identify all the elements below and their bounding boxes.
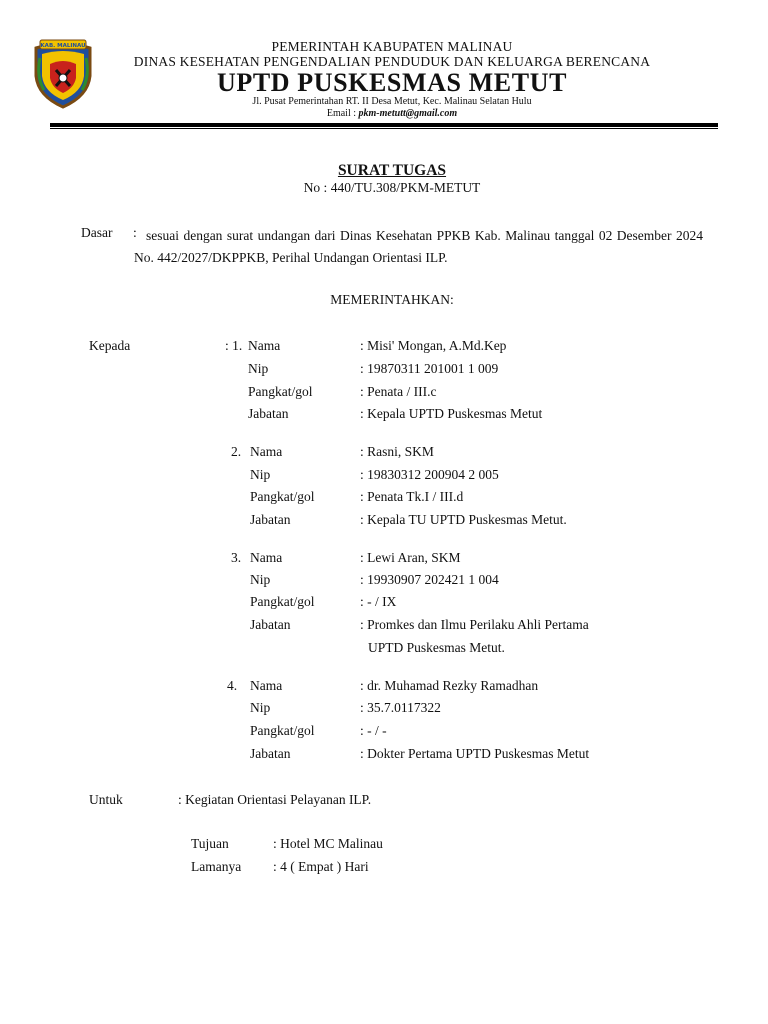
logo-banner-text: KAB. MALINAU (40, 43, 86, 49)
person-4-nama-label: Nama (250, 678, 283, 693)
dasar-colon: : (133, 225, 137, 240)
person-3-number: 3. (231, 550, 242, 565)
person-1-nama-label: Nama (248, 338, 281, 353)
person-3-nip: : 19930907 202421 1 004 (360, 572, 499, 587)
letterhead-rule-thin (50, 128, 718, 129)
person-2-gol-label: Pangkat/gol (250, 489, 315, 504)
person-1-gol: : Penata / III.c (360, 384, 437, 399)
person-2-nip: : 19830312 200904 2 005 (360, 467, 499, 482)
government-line: PEMERINTAH KABUPATEN MALINAU (271, 39, 513, 54)
address-line: Jl. Pusat Pemerintahan RT. II Desa Metut, Kec. Malinau Selatan Hulu (252, 96, 532, 107)
person-4-gol-label: Pangkat/gol (250, 723, 315, 738)
person-2-nip-label: Nip (250, 467, 271, 482)
person-3-gol: : - / IX (360, 594, 397, 609)
person-4-jabatan: : Dokter Pertama UPTD Puskesmas Metut (360, 746, 590, 761)
person-4-jabatan-label: Jabatan (250, 746, 291, 761)
lamanya-label: Lamanya (191, 859, 242, 874)
person-4-nip: : 35.7.0117322 (360, 700, 441, 715)
untuk-text: : Kegiatan Orientasi Pelayanan ILP. (178, 792, 372, 807)
person-3-nama: : Lewi Aran, SKM (360, 550, 461, 565)
person-3-jabatan-label: Jabatan (250, 617, 291, 632)
person-4-nip-label: Nip (250, 700, 271, 715)
person-3-nip-label: Nip (250, 572, 271, 587)
person-2-gol: : Penata Tk.I / III.d (360, 489, 464, 504)
department-line: DINAS KESEHATAN PENGENDALIAN PENDUDUK DAN KELUARGA BERENCANA (133, 54, 651, 69)
person-2-nama-label: Nama (250, 444, 283, 459)
person-4-number: 4. (227, 678, 238, 693)
person-1-jabatan: : Kepala UPTD Puskesmas Metut (360, 406, 543, 421)
person-3-jabatan-continued: UPTD Puskesmas Metut. (368, 640, 505, 655)
document-title (90, 162, 694, 180)
kepada-label: Kepada (89, 338, 131, 353)
command-heading: MEMERINTAHKAN: (330, 292, 454, 307)
person-1-nip-label: Nip (248, 361, 269, 376)
email-address: pkm-metutt@gmail.com (358, 108, 458, 119)
dasar-label: Dasar (81, 225, 113, 240)
person-2-jabatan-label: Jabatan (250, 512, 291, 527)
tujuan-label: Tujuan (191, 836, 229, 851)
person-3-nama-label: Nama (250, 550, 283, 565)
person-4-nama: : dr. Muhamad Rezky Ramadhan (360, 678, 539, 693)
person-2-number: 2. (231, 444, 242, 459)
person-1-nama: : Misi' Mongan, A.Md.Kep (360, 338, 507, 353)
person-2-nama: : Rasni, SKM (360, 444, 434, 459)
email-line (90, 108, 694, 119)
person-1-nip: : 19870311 201001 1 009 (360, 361, 499, 376)
tujuan-value: : Hotel MC Malinau (273, 836, 383, 851)
dasar-text: sesuai dengan surat undangan dari Dinas Kesehatan PPKB Kab. Malinau tanggal 02 Desember 2024 No. 442/2027/DKPPKB, Perihal Undangan Orientasi ILP. (134, 228, 703, 265)
document-title-text: SURAT TUGAS (337, 162, 447, 179)
person-4-gol: : - / - (360, 723, 387, 738)
letterhead-rule-thick (50, 123, 718, 127)
person-1-gol-label: Pangkat/gol (248, 384, 313, 399)
untuk-label: Untuk (89, 792, 123, 807)
organization-name: UPTD PUSKESMAS METUT (216, 68, 568, 97)
malinau-regency-logo (30, 36, 96, 110)
document-number: No : 440/TU.308/PKM-METUT (303, 180, 481, 195)
person-1-jabatan-label: Jabatan (248, 406, 289, 421)
lamanya-value: : 4 ( Empat ) Hari (273, 859, 369, 874)
person-2-jabatan: : Kepala TU UPTD Puskesmas Metut. (360, 512, 567, 527)
person-1-number: : 1. (225, 338, 243, 353)
email-label: Email : (326, 108, 359, 119)
person-3-gol-label: Pangkat/gol (250, 594, 315, 609)
person-3-jabatan: : Promkes dan Ilmu Perilaku Ahli Pertama (360, 617, 589, 632)
